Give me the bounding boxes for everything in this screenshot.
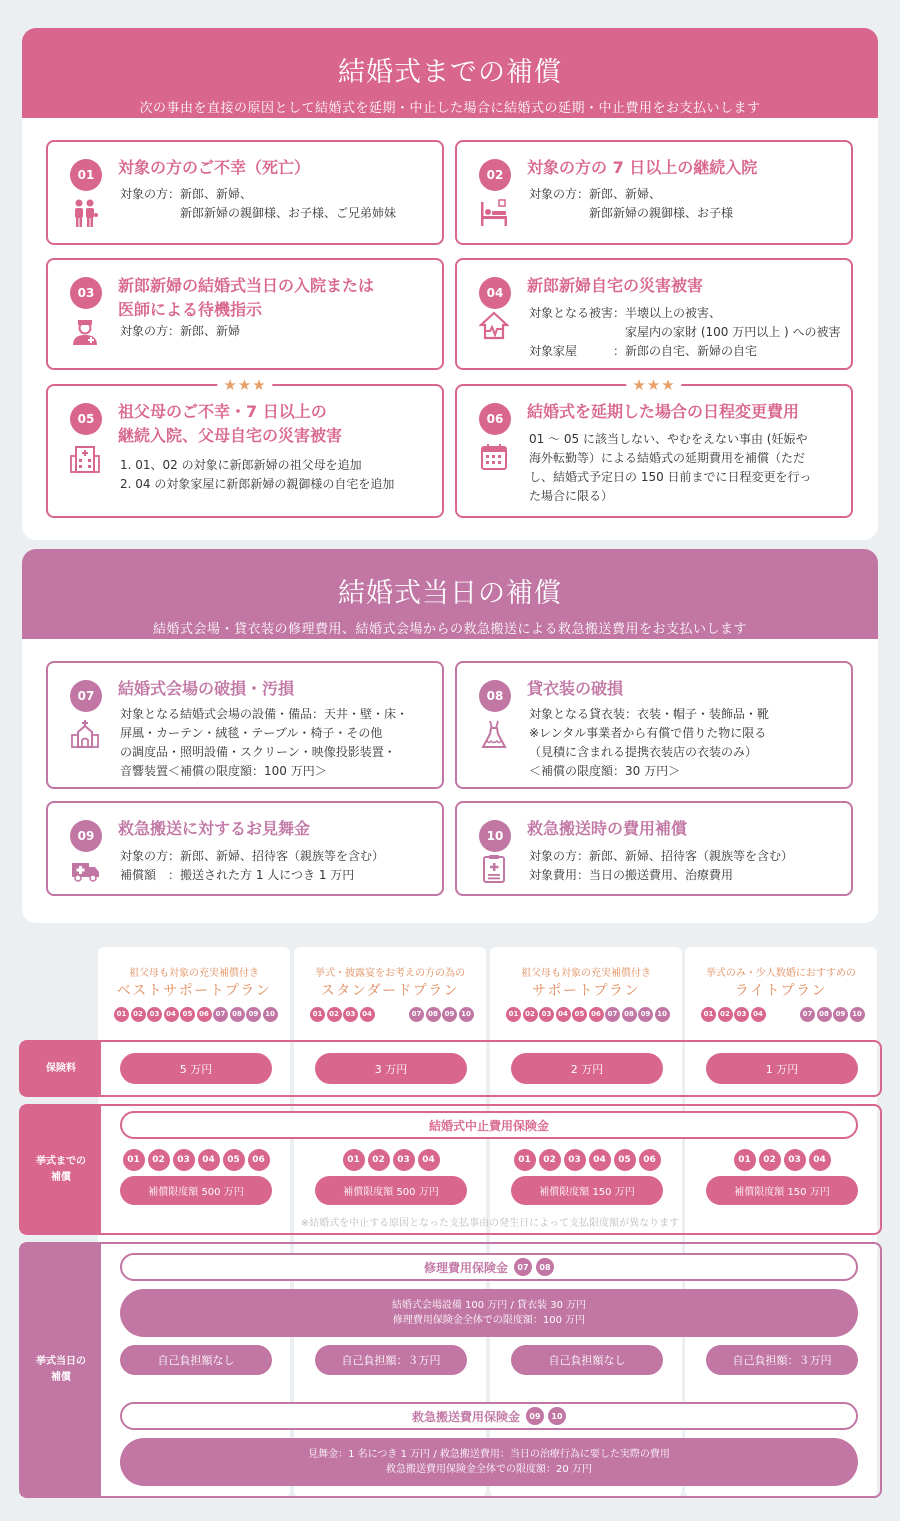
coverage-title: 結婚式を延期した場合の日程変更費用 — [527, 402, 800, 421]
premium-pill: 5 万円 — [120, 1053, 272, 1084]
coverage-num-07: 07 — [514, 1258, 532, 1276]
coverage-details: 01 〜 05 に該当しない、やむをえない事由 (妊娠や 海外転勤等）による結婚式の延期費用を補償（ただ し、結婚式予定日の 150 日前までに日程変更を行っ た場合に限る） — [529, 432, 812, 503]
plan-coverage-num: 03 — [539, 1007, 554, 1022]
medical-chart-icon — [479, 853, 509, 883]
stars-badge: ★★★ — [626, 375, 681, 395]
plan-coverage-num: 02 — [131, 1007, 146, 1022]
plan-coverage-num: 07 — [800, 1007, 815, 1022]
plan-coverage-num: 09 — [638, 1007, 653, 1022]
family-icon — [70, 198, 100, 228]
cancel-insurance-title: 結婚式中止費用保険金 — [120, 1111, 858, 1139]
plan-coverage-num: 06 — [589, 1007, 604, 1022]
plan-coverage-num: 04 — [751, 1007, 766, 1022]
coverage-title: 貸衣装の破損 — [527, 679, 624, 698]
plan-coverage-num: 03 — [343, 1007, 358, 1022]
plan-coverage-num: 08 — [230, 1007, 245, 1022]
cancel-coverage-num: 01 — [734, 1149, 756, 1171]
premium-label: 保険料 — [21, 1042, 101, 1095]
plan-coverage-num: 09 — [442, 1007, 457, 1022]
coverage-details: 1. 01、02 の対象に新郎新婦の祖父母を追加 2. 04 の対象家屋に新郎新婦の親御様の自宅を追加 — [120, 458, 395, 491]
section-subtitle: 次の事由を直接の原因として結婚式を延期・中止した場合に結婚式の延期・中止費用をお支払いします — [139, 101, 761, 116]
plan-coverage-num: 08 — [817, 1007, 832, 1022]
premium-pill: 2 万円 — [511, 1053, 663, 1084]
coverage-number: 04 — [479, 277, 511, 309]
cancel-coverage-num: 02 — [759, 1149, 781, 1171]
coverage-details: 対象の方：新郎、新婦、招待客（親族等を含む） 対象費用：当日の搬送費用、治療費用 — [529, 849, 794, 882]
coverage-title: 救急搬送時の費用補償 — [527, 819, 688, 838]
plan-name: ベストサポートプラン — [116, 983, 272, 999]
section-title: 結婚式までの補償 — [338, 57, 562, 88]
ems-insurance-title: 救急搬送費用保険金 09 10 — [120, 1402, 858, 1430]
cancel-note: ※結婚式を中止する原因となった支払事由の発生日によって支払限度額が異なります — [300, 1218, 680, 1229]
cancel-coverage-num: 03 — [564, 1149, 586, 1171]
coverage-details: 対象の方：新郎、新婦、招待客（親族等を含む） 補償額 ：搬送された方 1 人につき 1 万円 — [120, 849, 385, 882]
coverage-details: 対象となる結婚式会場の設備・備品：天井・壁・床・ 屏風・カーテン・絨毯・テーブル・椅子・その他 の調度品・照明設備・スクリーン・映像投影装置・ 音響装置＜補償の限度額：100 万円＞ — [120, 707, 409, 778]
plan-coverage-num: 01 — [114, 1007, 129, 1022]
hospital-bed-icon — [479, 198, 509, 228]
coverage-title: 新郎新婦自宅の災害被害 — [527, 276, 704, 295]
day-coverage-label: 挙式当日の 補償 — [21, 1244, 101, 1496]
coverage-card-08 — [455, 661, 853, 789]
cancel-coverage-num: 03 — [173, 1149, 195, 1171]
coverage-details: 対象の方：新郎、新婦、 新郎新婦の親御様、お子様 — [529, 187, 734, 220]
plan-coverage-num: 01 — [310, 1007, 325, 1022]
coverage-card-02 — [455, 140, 853, 245]
coverage-card-06 — [455, 376, 853, 518]
before-coverage-label: 挙式までの 補償 — [21, 1106, 101, 1233]
coverage-number: 05 — [70, 403, 102, 435]
before-wedding-header — [22, 28, 878, 118]
plan-name: スタンダードプラン — [320, 983, 460, 999]
coverage-card-01 — [46, 140, 444, 245]
deductible-pill: 自己負担額：３万円 — [315, 1345, 467, 1375]
plan-coverage-num: 01 — [506, 1007, 521, 1022]
before-wedding-section — [22, 28, 878, 540]
plan-coverage-num: 07 — [605, 1007, 620, 1022]
cancel-coverage-num: 04 — [809, 1149, 831, 1171]
cancel-coverage-num: 04 — [198, 1149, 220, 1171]
plan-coverage-numbers — [310, 1007, 472, 1023]
coverage-title: 対象の方のご不幸（死亡） — [118, 158, 311, 177]
coverage-number: 08 — [479, 680, 511, 712]
ambulance-icon — [70, 853, 100, 883]
cancel-limit-pill: 補償限度額 150 万円 — [511, 1176, 663, 1205]
coverage-number: 09 — [70, 820, 102, 852]
coverage-num-09: 09 — [526, 1407, 544, 1425]
plan-name: サポートプラン — [531, 983, 641, 999]
plan-coverage-num: 01 — [701, 1007, 716, 1022]
plan-coverage-num: 04 — [360, 1007, 375, 1022]
coverage-card-03 — [46, 258, 444, 370]
cancel-limit-pill: 補償限度額 150 万円 — [706, 1176, 858, 1205]
coverage-number: 10 — [479, 820, 511, 852]
plan-coverage-numbers — [701, 1007, 863, 1023]
cancel-limit-pill: 補償限度額 500 万円 — [315, 1176, 467, 1205]
plan-coverage-num: 06 — [197, 1007, 212, 1022]
plan-subtitle: 祖父母も対象の充実補償付き — [129, 968, 259, 979]
ems-limit-pill: 見舞金：1 名につき 1 万円 / 救急搬送費用：当日の治療行為に要した実際の費用 救急搬送費用保険金全体での限度額：20 万円 — [120, 1438, 858, 1486]
dress-icon — [479, 719, 509, 749]
plan-name: ライトプラン — [734, 983, 828, 999]
cancel-coverage-num: 05 — [223, 1149, 245, 1171]
plan-subtitle: 挙式のみ・少人数婚におすすめの — [705, 968, 857, 979]
coverage-card-07 — [46, 661, 444, 789]
plan-coverage-num: 05 — [180, 1007, 195, 1022]
plan-coverage-num: 08 — [622, 1007, 637, 1022]
premium-pill: 1 万円 — [706, 1053, 858, 1084]
section-title: 結婚式当日の補償 — [338, 578, 562, 609]
plan-coverage-num: 10 — [263, 1007, 278, 1022]
cancel-limit-pill: 補償限度額 500 万円 — [120, 1176, 272, 1205]
cancel-coverage-num: 01 — [123, 1149, 145, 1171]
plan-coverage-num: 09 — [246, 1007, 261, 1022]
deductible-pill: 自己負担額なし — [120, 1345, 272, 1375]
coverage-card-09 — [46, 801, 444, 896]
section-subtitle: 結婚式会場・貸衣装の修理費用、結婚式会場からの救急搬送による救急搬送費用をお支払いします — [152, 622, 747, 637]
coverage-title: 祖父母のご不幸・7 日以上の 継続入院、父母自宅の災害被害 — [118, 402, 343, 445]
cancel-coverage-num: 01 — [343, 1149, 365, 1171]
plan-coverage-num: 03 — [734, 1007, 749, 1022]
hospital-building-icon — [70, 444, 100, 474]
deductible-pill: 自己負担額なし — [511, 1345, 663, 1375]
wedding-day-header — [22, 549, 878, 639]
plan-coverage-num: 05 — [572, 1007, 587, 1022]
coverage-details: 対象となる貸衣装：衣装・帽子・装飾品・靴 ※レンタル事業者から有償で借りた物に限る （見積に含まれる提携衣装店の衣装のみ） ＜補償の限度額：30 万円＞ — [529, 707, 770, 778]
coverage-number: 03 — [70, 277, 102, 309]
coverage-title: 結婚式会場の破損・汚損 — [118, 679, 295, 698]
premium-pill: 3 万円 — [315, 1053, 467, 1084]
plan-coverage-num: 10 — [655, 1007, 670, 1022]
cancel-coverage-num: 01 — [514, 1149, 536, 1171]
calendar-icon — [479, 442, 509, 472]
plan-coverage-num: 10 — [459, 1007, 474, 1022]
plan-coverage-num: 07 — [213, 1007, 228, 1022]
cancel-coverage-num: 03 — [393, 1149, 415, 1171]
plan-coverage-numbers — [506, 1007, 668, 1023]
coverage-number: 06 — [479, 403, 511, 435]
cancel-coverage-num: 03 — [784, 1149, 806, 1171]
plan-coverage-num: 02 — [523, 1007, 538, 1022]
coverage-title: 救急搬送に対するお見舞金 — [118, 819, 311, 838]
cancel-coverage-num: 02 — [368, 1149, 390, 1171]
coverage-card-04 — [455, 258, 853, 370]
wedding-day-section — [22, 549, 878, 923]
coverage-title: 新郎新婦の結婚式当日の入院または 医師による待機指示 — [118, 276, 375, 319]
repair-limit-pill: 結婚式会場設備 100 万円 / 貸衣装 30 万円 修理費用保険金全体での限度額：100 万円 — [120, 1289, 858, 1337]
plan-coverage-numbers — [114, 1007, 276, 1023]
coverage-details: 対象の方：新郎、新婦、 新郎新婦の親御様、お子様、ご兄弟姉妹 — [120, 187, 397, 220]
deductible-pill: 自己負担額：３万円 — [706, 1345, 858, 1375]
cancel-coverage-num: 02 — [148, 1149, 170, 1171]
plan-subtitle: 祖父母も対象の充実補償付き — [521, 968, 651, 979]
coverage-number: 01 — [70, 159, 102, 191]
cancel-coverage-num: 06 — [639, 1149, 661, 1171]
plan-coverage-num: 09 — [833, 1007, 848, 1022]
cancel-coverage-num: 05 — [614, 1149, 636, 1171]
coverage-title: 対象の方の 7 日以上の継続入院 — [527, 158, 758, 177]
plan-coverage-num: 07 — [409, 1007, 424, 1022]
plan-coverage-num: 10 — [850, 1007, 865, 1022]
stars-badge: ★★★ — [217, 375, 272, 395]
doctor-icon — [70, 316, 100, 346]
plan-coverage-num: 03 — [147, 1007, 162, 1022]
coverage-num-08: 08 — [536, 1258, 554, 1276]
plan-coverage-num: 04 — [164, 1007, 179, 1022]
plan-subtitle: 挙式・披露宴をお考えの方の為の — [315, 968, 465, 979]
coverage-num-10: 10 — [548, 1407, 566, 1425]
repair-insurance-title: 修理費用保険金 07 08 — [120, 1253, 858, 1281]
plan-coverage-num: 02 — [327, 1007, 342, 1022]
plan-coverage-num: 04 — [556, 1007, 571, 1022]
coverage-number: 07 — [70, 680, 102, 712]
cancel-coverage-num: 02 — [539, 1149, 561, 1171]
coverage-number: 02 — [479, 159, 511, 191]
chapel-icon — [70, 719, 100, 749]
cancel-coverage-num: 04 — [418, 1149, 440, 1171]
coverage-card-10 — [455, 801, 853, 896]
coverage-card-05 — [46, 376, 444, 518]
coverage-details: 対象の方：新郎、新婦 — [120, 324, 241, 338]
cancel-coverage-num: 04 — [589, 1149, 611, 1171]
coverage-details: 対象となる被害：半壊以上の被害、 家屋内の家財 (100 万円以上 ) への被害 対象家屋 ：新郎の自宅、新婦の自宅 — [529, 306, 841, 358]
cancel-coverage-num: 06 — [248, 1149, 270, 1171]
disaster-house-icon — [479, 310, 509, 340]
plan-coverage-num: 08 — [426, 1007, 441, 1022]
plan-coverage-num: 02 — [718, 1007, 733, 1022]
